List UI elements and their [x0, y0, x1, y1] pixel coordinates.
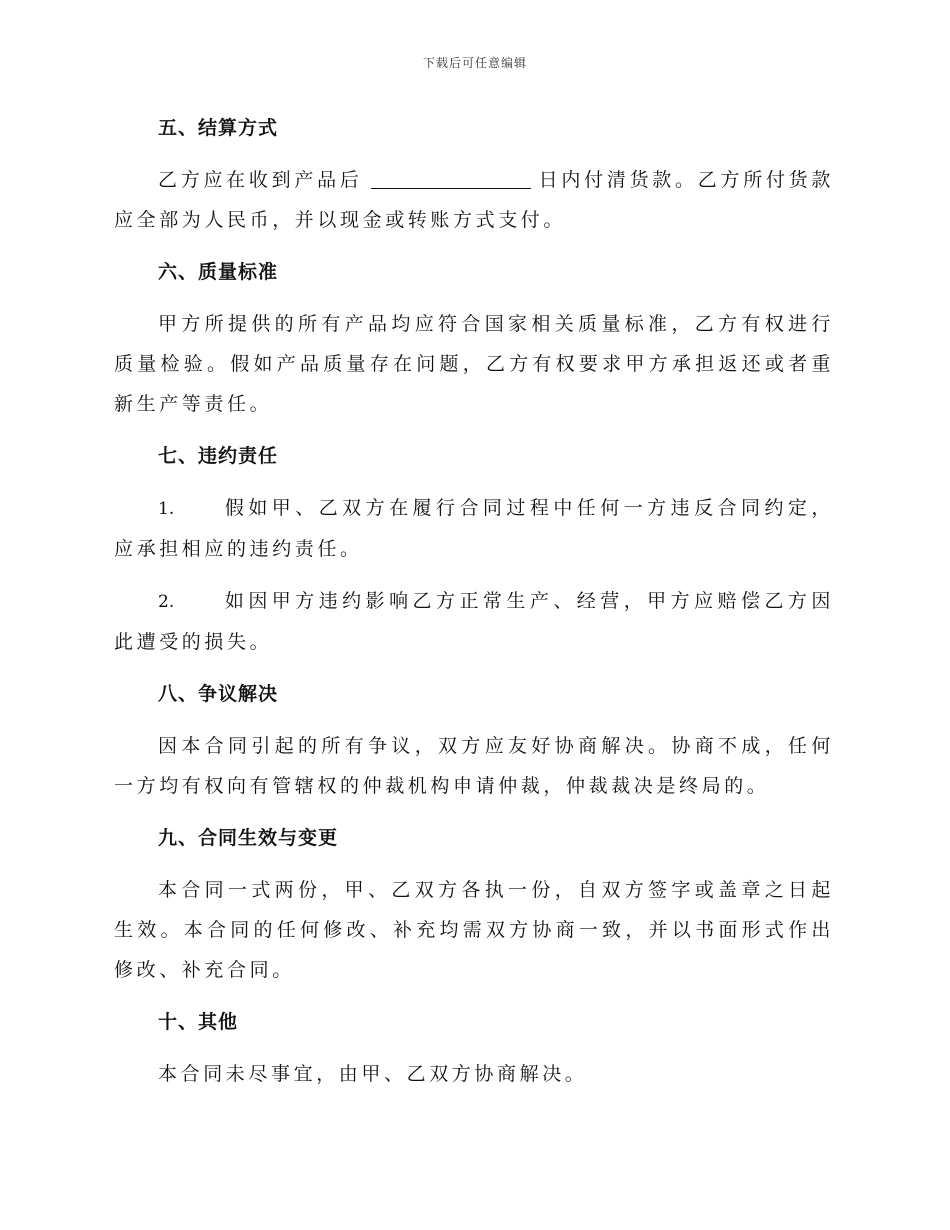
section-heading-liability: 七、违约责任 — [158, 445, 279, 467]
settlement-text-before: 乙方应在收到产品后 — [158, 169, 363, 191]
quality-paragraph: 甲方所提供的所有产品均应符合国家相关质量标准，乙方有权进行质量检验。假如产品质量存在问题，乙方有权要求甲方承担返还或者重新生产等责任。 — [114, 313, 834, 415]
page-header: 下载后可任意编辑 — [422, 56, 527, 70]
liability-item-text: 如因甲方违约影响乙方正常生产、经营，甲方应赔偿乙方因此遭受的损失。 — [114, 590, 834, 653]
section-heading-dispute: 八、争议解决 — [158, 683, 279, 705]
section-heading-other: 十、其他 — [158, 1011, 239, 1033]
section-heading-effectiveness: 九、合同生效与变更 — [158, 827, 339, 849]
liability-item-text: 假如甲、乙双方在履行合同过程中任何一方违反合同约定，应承担相应的违约责任。 — [114, 497, 834, 560]
payment-days-blank — [371, 168, 531, 189]
section-heading-settlement: 五、结算方式 — [158, 117, 279, 139]
settlement-paragraph — [114, 160, 834, 240]
document-body — [114, 108, 834, 1106]
liability-item — [114, 488, 834, 569]
liability-item — [114, 581, 834, 662]
effectiveness-paragraph: 本合同一式两份，甲、乙双方各执一份，自双方签字或盖章之日起生效。本合同的任何修改、补充均需双方协商一致，并以书面形式作出修改、补充合同。 — [114, 879, 834, 981]
settlement-text-after: 日内付清货款。乙方所付货款应全部为人民币，并以现金或转账方式支付。 — [114, 169, 834, 231]
list-number: 2. — [158, 592, 175, 612]
other-paragraph: 本合同未尽事宜，由甲、乙双方协商解决。 — [158, 1063, 588, 1085]
dispute-paragraph: 因本合同引起的所有争议，双方应友好协商解决。协商不成，任何一方均有权向有管辖权的仲裁机构申请仲裁，仲裁裁决是终局的。 — [114, 735, 834, 797]
section-heading-quality: 六、质量标准 — [158, 261, 279, 283]
list-number: 1. — [158, 499, 175, 519]
